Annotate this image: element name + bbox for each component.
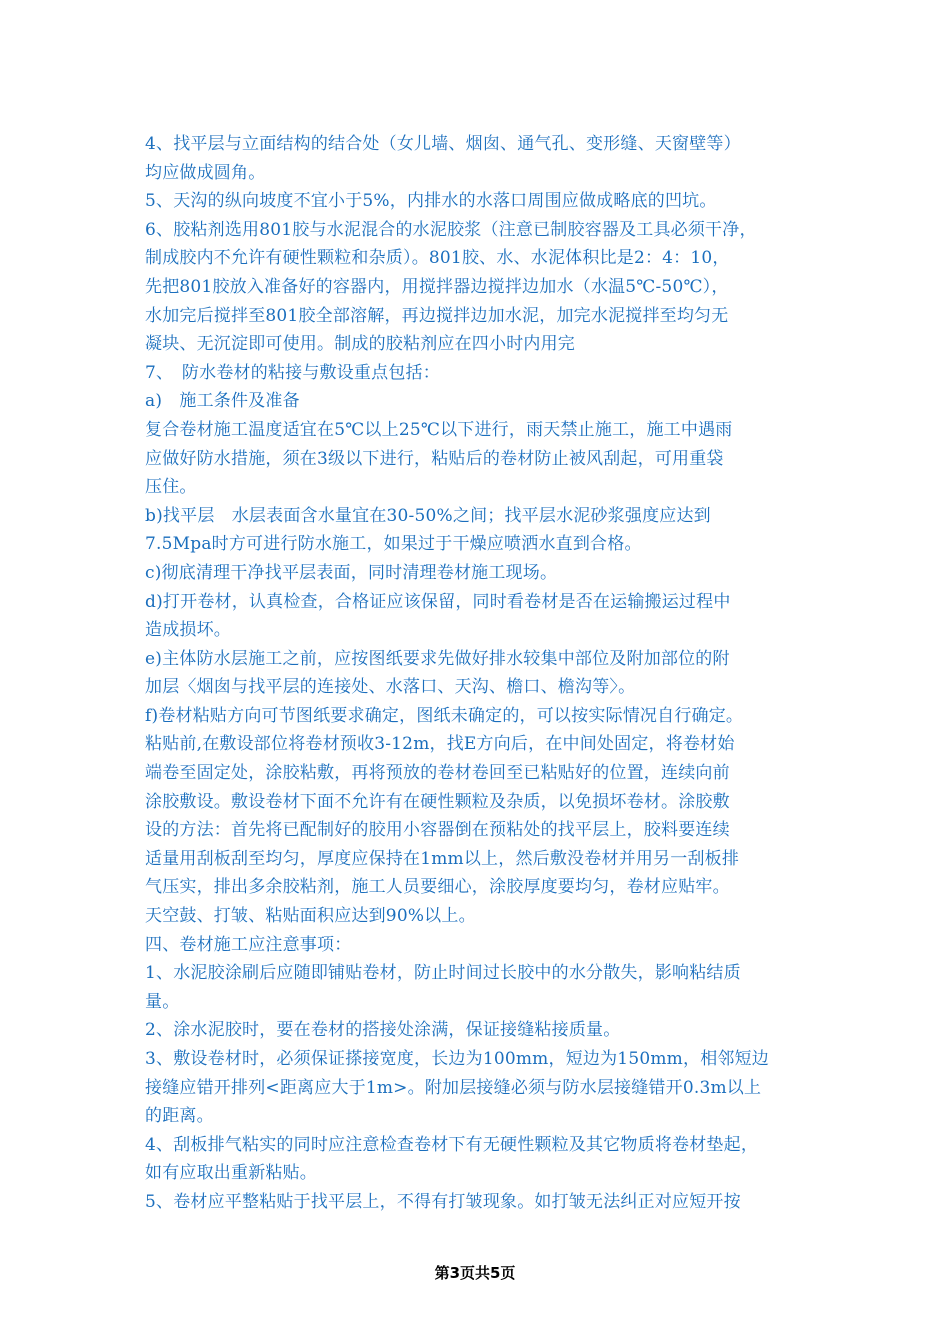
text-line: 压住。: [145, 477, 197, 498]
text-line: 四、卷材施工应注意事项：: [145, 934, 352, 955]
text-line: 的距离。: [145, 1106, 214, 1127]
text-line: 端卷至固定处，涂胶粘敷，再将预放的卷材卷回至已粘贴好的位置，连续向前: [145, 763, 730, 784]
text-line: 6、胶粘剂选用801胶与水泥混合的水泥胶浆（注意已制胶容器及工具必须干净，: [145, 219, 757, 240]
text-line: 造成损坏。: [145, 620, 231, 641]
text-line: 制成胶内不允许有硬性颗粒和杂质）。801胶、水、水泥体积比是2：4：10，: [145, 248, 730, 269]
text-line: a) 施工条件及准备: [145, 391, 300, 412]
text-line: 1、水泥胶涂刷后应随即铺贴卷材，防止时间过长胶中的水分散失，影响粘结质: [145, 963, 741, 984]
text-line: 5、卷材应平整粘贴于找平层上，不得有打皱现象。如打皱无法纠正对应短开按: [145, 1191, 741, 1212]
text-line: 粘贴前,在敷设部位将卷材预收3-12m，找E方向后，在中间处固定，将卷材始: [145, 734, 735, 755]
text-line: 7.5Mpa时方可进行防水施工，如果过于干燥应喷洒水直到合格。: [145, 534, 642, 555]
text-line: 先把801胶放入准备好的容器内，用搅拌器边搅拌边加水（水温5℃-50℃），: [145, 276, 729, 297]
text-line: 2、涂水泥胶时，要在卷材的搭接处涂满，保证接缝粘接质量。: [145, 1020, 621, 1041]
text-line: 接缝应错开排列<距离应大于1m>。附加层接缝必须与防水层接缝错开0.3m以上: [145, 1077, 762, 1098]
text-line: 气压实，排出多余胶粘剂，施工人员要细心，涂胶厚度要均匀，卷材应贴牢。: [145, 877, 730, 898]
text-line: 复合卷材施工温度适宜在5℃以上25℃以下进行，雨天禁止施工，施工中遇雨: [145, 419, 733, 440]
text-line: 应做好防水措施，须在3级以下进行，粘贴后的卷材防止被风刮起，可用重袋: [145, 448, 724, 469]
text-line: 4、找平层与立面结构的结合处（女儿墙、烟囱、通气孔、变形缝、天窗壁等）: [145, 134, 741, 154]
text-line: c)彻底清理干净找平层表面，同时清理卷材施工现场。: [145, 562, 558, 583]
text-line: 4、刮板排气粘实的同时应注意检查卷材下有无硬性颗粒及其它物质将卷材垫起，: [145, 1134, 759, 1155]
text-line: 7、 防水卷材的粘接与敷设重点包括：: [145, 362, 440, 383]
text-line: 适量用刮板刮至均匀，厚度应保持在1mm以上，然后敷没卷材并用另一刮板排: [145, 848, 740, 869]
text-line: b)找平层 水层表面含水量宜在30-50%之间；找平层水泥砂浆强度应达到: [145, 505, 711, 526]
text-line: 3、敷设卷材时，必须保证搽接宽度，长边为100mm，短边为150mm，相邻短边: [145, 1049, 769, 1069]
text-line: 设的方法：首先将已配制好的胶用小容器倒在预粘处的找平层上，胶料要连续: [145, 820, 730, 841]
text-line: 涂胶敷设。敷设卷材下面不允许有在硬性颗粒及杂质，以免损坏卷材。涂胶敷: [145, 791, 730, 812]
text-line: 5、天沟的纵向坡度不宜小于5%，内排水的水落口周围应做成略底的凹坑。: [145, 191, 717, 212]
text-line: e)主体防水层施工之前，应按图纸要求先做好排水较集中部位及附加部位的附: [145, 648, 730, 669]
text-line: d)打开卷材，认真检查，合格证应该保留，同时看卷材是否在运输搬运过程中: [145, 591, 731, 612]
text-line: 加层〈烟囱与找平层的连接处、水落口、天沟、檐口、檐沟等〉。: [145, 677, 636, 698]
document-body: [145, 130, 825, 1217]
text-line: 凝块、无沉淀即可使用。制成的胶粘剂应在四小时内用完: [145, 334, 575, 355]
text-line: 量。: [145, 991, 180, 1012]
page-number-footer: 第3页共5页: [434, 1264, 516, 1282]
text-line: f)卷材粘贴方向可节图纸要求确定，图纸未确定的，可以按实际情况自行确定。: [145, 705, 744, 726]
text-line: 均应做成圆角。: [145, 162, 266, 183]
text-line: 如有应取出重新粘贴。: [145, 1163, 317, 1184]
text-line: 水加完后搅拌至801胶全部溶解，再边搅拌边加水泥，加完水泥搅拌至均匀无: [145, 305, 729, 326]
text-line: 天空鼓、打皱、粘贴面积应达到90%以上。: [145, 906, 476, 927]
